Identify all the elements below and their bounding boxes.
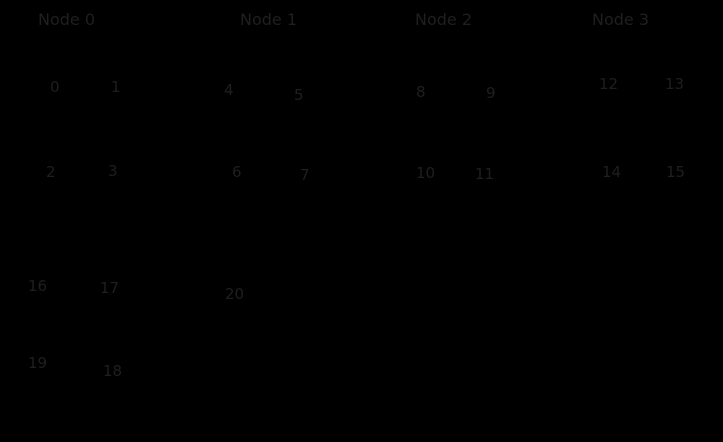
vertex-0: 0 [50, 78, 60, 96]
vertex-5: 5 [294, 86, 304, 104]
vertex-14: 14 [602, 163, 622, 181]
vertex-11: 11 [475, 165, 495, 183]
vertex-19: 19 [28, 354, 48, 372]
vertex-7: 7 [300, 166, 310, 184]
vertex-3: 3 [108, 162, 118, 180]
vertex-9: 9 [486, 84, 496, 102]
vertex-2: 2 [46, 163, 56, 181]
vertex-17: 17 [100, 279, 120, 297]
header-node-3: Node 3 [592, 10, 650, 29]
vertex-10: 10 [416, 164, 436, 182]
vertex-1: 1 [111, 78, 121, 96]
vertex-4: 4 [224, 81, 234, 99]
vertex-15: 15 [666, 163, 686, 181]
vertex-13: 13 [665, 75, 685, 93]
vertex-16: 16 [28, 277, 48, 295]
vertex-20: 20 [225, 285, 245, 303]
vertex-12: 12 [599, 75, 619, 93]
vertex-8: 8 [416, 83, 426, 101]
header-node-1: Node 1 [240, 10, 298, 29]
header-node-2: Node 2 [415, 10, 473, 29]
vertex-6: 6 [232, 163, 242, 181]
vertex-18: 18 [103, 362, 123, 380]
header-node-0: Node 0 [38, 10, 96, 29]
